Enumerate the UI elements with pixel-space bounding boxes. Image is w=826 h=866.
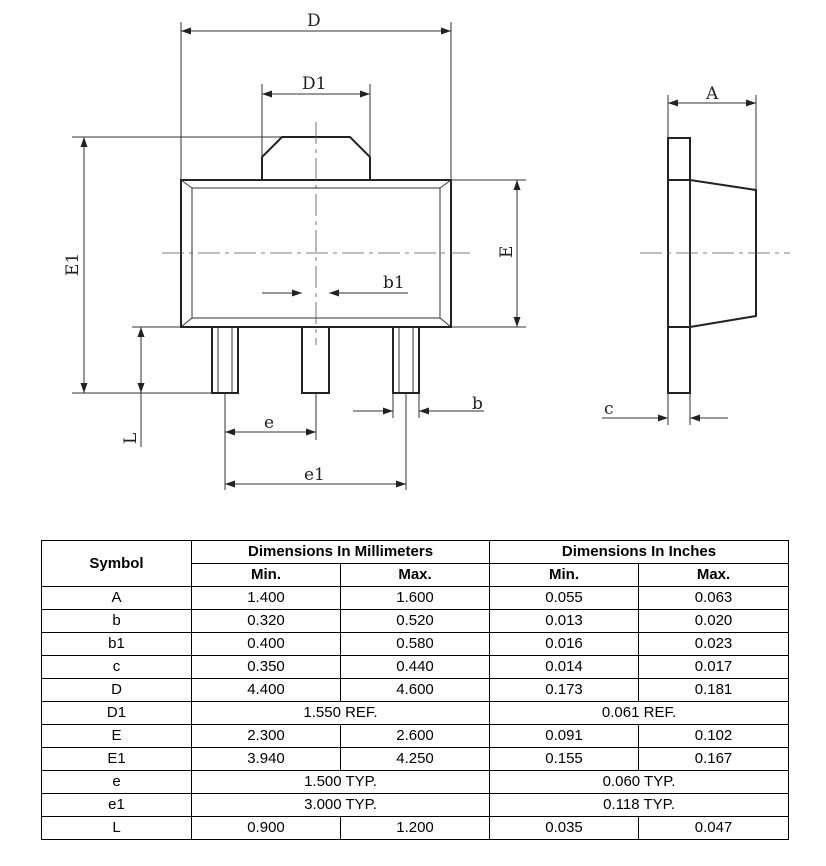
in-ref-cell: 0.061 REF.: [490, 702, 789, 725]
side-lead-frame: [668, 138, 690, 393]
mm-min-cell: 0.900: [192, 817, 341, 840]
table-row: [42, 817, 789, 840]
in-min-cell: 0.173: [490, 679, 639, 702]
dim-label-e: e: [264, 413, 275, 433]
in-min-cell: 0.055: [490, 587, 639, 610]
dim-label-b: b: [472, 394, 483, 414]
mm-min-cell: 0.350: [192, 656, 341, 679]
in-min-header: Min.: [490, 564, 639, 587]
mm-max-header: Max.: [341, 564, 490, 587]
table-row: [42, 587, 789, 610]
mm-min-cell: 0.400: [192, 633, 341, 656]
dim-label-D: D: [307, 11, 321, 31]
symbol-cell: b1: [42, 633, 192, 656]
mm-min-cell: 0.320: [192, 610, 341, 633]
symbol-cell: E: [42, 725, 192, 748]
dim-label-b1: b1: [383, 273, 405, 293]
symbol-header: Symbol: [42, 541, 192, 587]
symbol-cell: e: [42, 771, 192, 794]
in-min-cell: 0.014: [490, 656, 639, 679]
side-body: [668, 180, 756, 327]
dimensions-table: [41, 540, 789, 840]
table-row: [42, 794, 789, 817]
in-max-header: Max.: [639, 564, 789, 587]
symbol-cell: e1: [42, 794, 192, 817]
in-min-cell: 0.091: [490, 725, 639, 748]
mm-max-cell: 0.520: [341, 610, 490, 633]
table-row: [42, 610, 789, 633]
symbol-cell: D: [42, 679, 192, 702]
in-max-cell: 0.020: [639, 610, 789, 633]
mm-ref-cell: 1.550 REF.: [192, 702, 490, 725]
in-max-cell: 0.063: [639, 587, 789, 610]
in-min-cell: 0.155: [490, 748, 639, 771]
table-row: [42, 748, 789, 771]
table-row: [42, 702, 789, 725]
dim-label-A: A: [706, 84, 719, 104]
front-view: [63, 11, 526, 490]
symbol-cell: c: [42, 656, 192, 679]
table-row: [42, 725, 789, 748]
symbol-cell: A: [42, 587, 192, 610]
lead-middle: [302, 327, 329, 393]
mm-ref-cell: 3.000 TYP.: [192, 794, 490, 817]
mm-max-cell: 0.580: [341, 633, 490, 656]
table-row: [42, 679, 789, 702]
dim-label-E1: E1: [63, 252, 83, 276]
mm-min-cell: 2.300: [192, 725, 341, 748]
symbol-cell: E1: [42, 748, 192, 771]
mm-max-cell: 4.250: [341, 748, 490, 771]
in-min-cell: 0.035: [490, 817, 639, 840]
in-ref-cell: 0.118 TYP.: [490, 794, 789, 817]
mm-header: Dimensions In Millimeters: [192, 541, 490, 564]
mm-min-cell: 4.400: [192, 679, 341, 702]
dim-label-c: c: [604, 399, 614, 419]
side-view: [602, 84, 790, 425]
mm-ref-cell: 1.500 TYP.: [192, 771, 490, 794]
dim-label-e1: e1: [304, 465, 325, 485]
inch-header: Dimensions In Inches: [490, 541, 789, 564]
in-max-cell: 0.167: [639, 748, 789, 771]
mm-min-header: Min.: [192, 564, 341, 587]
in-max-cell: 0.023: [639, 633, 789, 656]
in-min-cell: 0.016: [490, 633, 639, 656]
in-max-cell: 0.181: [639, 679, 789, 702]
mm-max-cell: 1.200: [341, 817, 490, 840]
mm-min-cell: 1.400: [192, 587, 341, 610]
in-max-cell: 0.102: [639, 725, 789, 748]
in-min-cell: 0.013: [490, 610, 639, 633]
in-max-cell: 0.017: [639, 656, 789, 679]
table-row: [42, 633, 789, 656]
mm-min-cell: 3.940: [192, 748, 341, 771]
dim-label-L: L: [121, 432, 141, 444]
mm-max-cell: 0.440: [341, 656, 490, 679]
mm-max-cell: 2.600: [341, 725, 490, 748]
in-max-cell: 0.047: [639, 817, 789, 840]
in-ref-cell: 0.060 TYP.: [490, 771, 789, 794]
mm-max-cell: 4.600: [341, 679, 490, 702]
symbol-cell: L: [42, 817, 192, 840]
lead-right: [393, 327, 419, 393]
symbol-cell: D1: [42, 702, 192, 725]
dim-label-D1: D1: [302, 74, 327, 94]
lead-left: [212, 327, 238, 393]
symbol-cell: b: [42, 610, 192, 633]
table-row: [42, 656, 789, 679]
table-row: [42, 771, 789, 794]
dim-label-E: E: [497, 245, 517, 258]
mm-max-cell: 1.600: [341, 587, 490, 610]
